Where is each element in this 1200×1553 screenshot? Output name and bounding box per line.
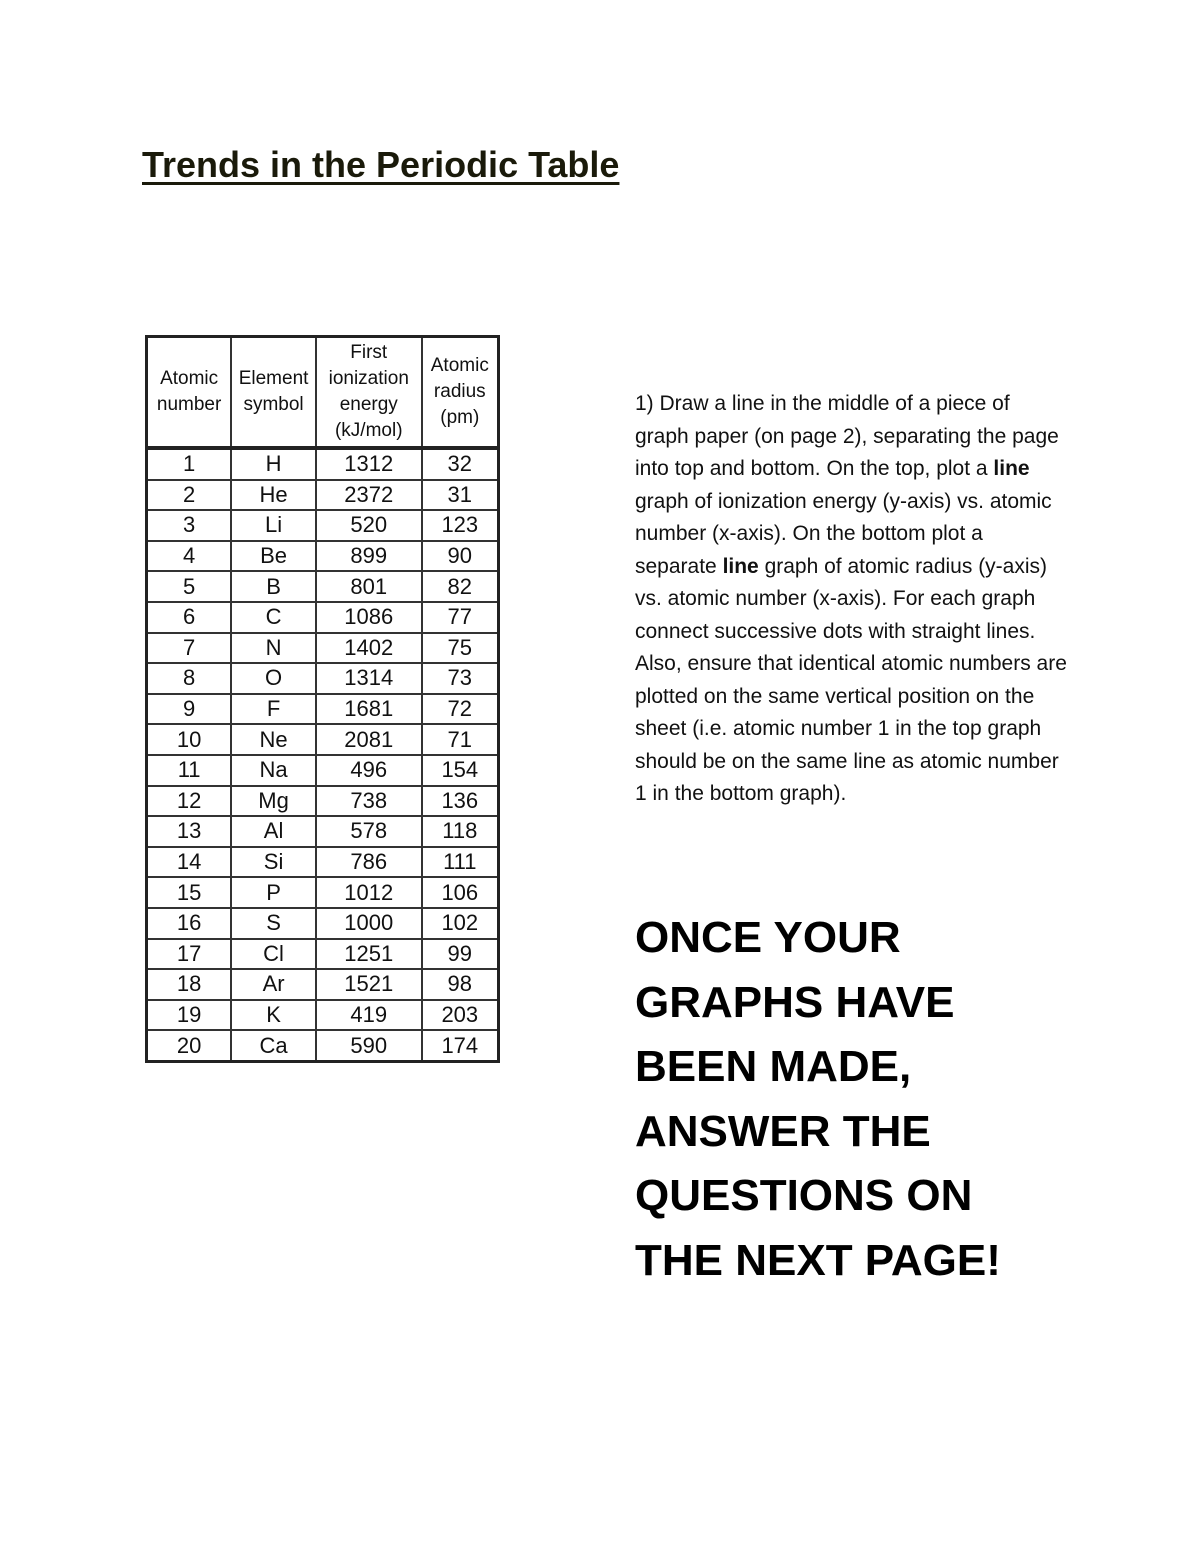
cell-element-symbol: Cl (231, 939, 316, 970)
cell-atomic-number: 10 (147, 724, 232, 755)
cell-atomic-radius: 203 (422, 1000, 499, 1031)
header-line: radius (433, 381, 486, 402)
cell-atomic-radius: 73 (422, 663, 499, 694)
page-title: Trends in the Periodic Table (142, 144, 620, 185)
cell-element-symbol: Ca (231, 1030, 316, 1061)
cell-ionization-energy: 1086 (316, 602, 422, 633)
cell-element-symbol: Ar (231, 969, 316, 1000)
cell-atomic-number: 9 (147, 694, 232, 725)
cell-atomic-radius: 118 (422, 816, 499, 847)
table-row (147, 571, 499, 602)
cell-element-symbol: S (231, 908, 316, 939)
cell-atomic-radius: 111 (422, 847, 499, 878)
table-row (147, 969, 499, 1000)
cell-element-symbol: Li (231, 510, 316, 541)
cell-atomic-number: 20 (147, 1030, 232, 1061)
table-row (147, 724, 499, 755)
cell-ionization-energy: 899 (316, 541, 422, 572)
cell-element-symbol: Si (231, 847, 316, 878)
cell-ionization-energy: 1521 (316, 969, 422, 1000)
cell-atomic-number: 19 (147, 1000, 232, 1031)
cell-ionization-energy: 590 (316, 1030, 422, 1061)
header-line: Atomic (430, 355, 489, 376)
cell-element-symbol: Mg (231, 786, 316, 817)
header-line: ionization (328, 368, 409, 389)
table-row (147, 1030, 499, 1061)
cell-atomic-number: 18 (147, 969, 232, 1000)
cell-element-symbol: F (231, 694, 316, 725)
cell-atomic-radius: 75 (422, 633, 499, 664)
cell-atomic-radius: 31 (422, 480, 499, 511)
header-line: symbol (243, 394, 304, 415)
cell-atomic-radius: 71 (422, 724, 499, 755)
table-row (147, 480, 499, 511)
cell-ionization-energy: 578 (316, 816, 422, 847)
instructions-text: graph of atomic radius (y-axis) vs. atomic number (x-axis). For each graph connect successive dots with straight lines. Also, ensure that identical atomic numbers are plotted on the same vertical position on the sheet (i.e. atomic number 1 in the top graph should be on the same line as atomic number 1 in the bottom graph). (635, 554, 1067, 805)
cell-atomic-number: 1 (147, 448, 232, 480)
header-line: number (156, 394, 222, 415)
table-row (147, 541, 499, 572)
table-header-row (147, 337, 499, 449)
cell-ionization-energy: 1314 (316, 663, 422, 694)
table-row (147, 510, 499, 541)
instructions-paragraph (635, 388, 1067, 811)
cell-atomic-radius: 77 (422, 602, 499, 633)
table-row (147, 448, 499, 480)
cell-element-symbol: N (231, 633, 316, 664)
cell-atomic-radius: 72 (422, 694, 499, 725)
cell-ionization-energy: 1312 (316, 448, 422, 480)
table-row (147, 1000, 499, 1031)
cell-atomic-number: 5 (147, 571, 232, 602)
cell-ionization-energy: 801 (316, 571, 422, 602)
instructions-bold-line: line (722, 554, 759, 578)
instructions-bold-line: line (993, 457, 1030, 480)
cell-ionization-energy: 496 (316, 755, 422, 786)
cell-ionization-energy: 1000 (316, 908, 422, 939)
cell-ionization-energy: 2372 (316, 480, 422, 511)
table-row (147, 602, 499, 633)
header-line: Atomic (160, 368, 219, 389)
cell-atomic-number: 15 (147, 877, 232, 908)
table-row (147, 816, 499, 847)
cell-atomic-radius: 102 (422, 908, 499, 939)
cell-element-symbol: K (231, 1000, 316, 1031)
header-line: (kJ/mol) (334, 420, 403, 441)
cell-element-symbol: He (231, 480, 316, 511)
cell-atomic-number: 17 (147, 939, 232, 970)
table-row (147, 694, 499, 725)
cell-atomic-number: 12 (147, 786, 232, 817)
header-line: First (350, 342, 388, 363)
cell-atomic-number: 2 (147, 480, 232, 511)
cell-element-symbol: P (231, 877, 316, 908)
cell-atomic-radius: 99 (422, 939, 499, 970)
instructions-text: 1) Draw a line in the middle of a piece of graph paper (on page 2), separating the page into top and bottom. On the top, plot a (635, 392, 1059, 480)
periodic-data-table-container (145, 335, 505, 1063)
cell-element-symbol: H (231, 448, 316, 480)
cell-atomic-number: 8 (147, 663, 232, 694)
cell-element-symbol: Na (231, 755, 316, 786)
cell-element-symbol: O (231, 663, 316, 694)
cell-atomic-number: 7 (147, 633, 232, 664)
table-row (147, 786, 499, 817)
cell-ionization-energy: 786 (316, 847, 422, 878)
table-row (147, 755, 499, 786)
table-row (147, 939, 499, 970)
header-line: (pm) (440, 407, 480, 428)
periodic-data-table (145, 335, 500, 1063)
cell-element-symbol: Be (231, 541, 316, 572)
cell-element-symbol: Al (231, 816, 316, 847)
header-atomic-radius (422, 337, 499, 449)
instructions-text: graph of ionization energy (y-axis) vs. atomic number (x-axis). On the bottom plot a separate (635, 489, 1052, 578)
cell-atomic-radius: 136 (422, 786, 499, 817)
cell-atomic-radius: 174 (422, 1030, 499, 1061)
header-ionization-energy (316, 337, 422, 449)
cell-atomic-radius: 154 (422, 755, 499, 786)
table-row (147, 877, 499, 908)
cell-atomic-number: 3 (147, 510, 232, 541)
table-body (147, 448, 499, 1061)
cell-atomic-radius: 98 (422, 969, 499, 1000)
header-atomic-number (147, 337, 232, 449)
table-row (147, 908, 499, 939)
cell-ionization-energy: 1402 (316, 633, 422, 664)
header-element-symbol (231, 337, 316, 449)
cell-element-symbol: C (231, 602, 316, 633)
cell-atomic-radius: 32 (422, 448, 499, 480)
header-line: Element (238, 368, 309, 389)
table-row (147, 663, 499, 694)
table-row (147, 847, 499, 878)
table-row (147, 633, 499, 664)
cell-ionization-energy: 1681 (316, 694, 422, 725)
cell-atomic-number: 16 (147, 908, 232, 939)
cell-element-symbol: Ne (231, 724, 316, 755)
header-line: energy (339, 394, 398, 415)
cell-atomic-number: 11 (147, 755, 232, 786)
cell-atomic-number: 4 (147, 541, 232, 572)
cell-ionization-energy: 520 (316, 510, 422, 541)
cell-ionization-energy: 738 (316, 786, 422, 817)
cell-ionization-energy: 419 (316, 1000, 422, 1031)
cell-ionization-energy: 1251 (316, 939, 422, 970)
cell-atomic-number: 14 (147, 847, 232, 878)
cell-atomic-number: 13 (147, 816, 232, 847)
cell-element-symbol: B (231, 571, 316, 602)
cell-ionization-energy: 2081 (316, 724, 422, 755)
cell-atomic-radius: 82 (422, 571, 499, 602)
cell-atomic-number: 6 (147, 602, 232, 633)
cell-atomic-radius: 106 (422, 877, 499, 908)
cell-ionization-energy: 1012 (316, 877, 422, 908)
cell-atomic-radius: 123 (422, 510, 499, 541)
next-page-banner: ONCE YOUR GRAPHS HAVE BEEN MADE, ANSWER THE QUESTIONS ON THE NEXT PAGE! (635, 913, 1001, 1285)
cell-atomic-radius: 90 (422, 541, 499, 572)
